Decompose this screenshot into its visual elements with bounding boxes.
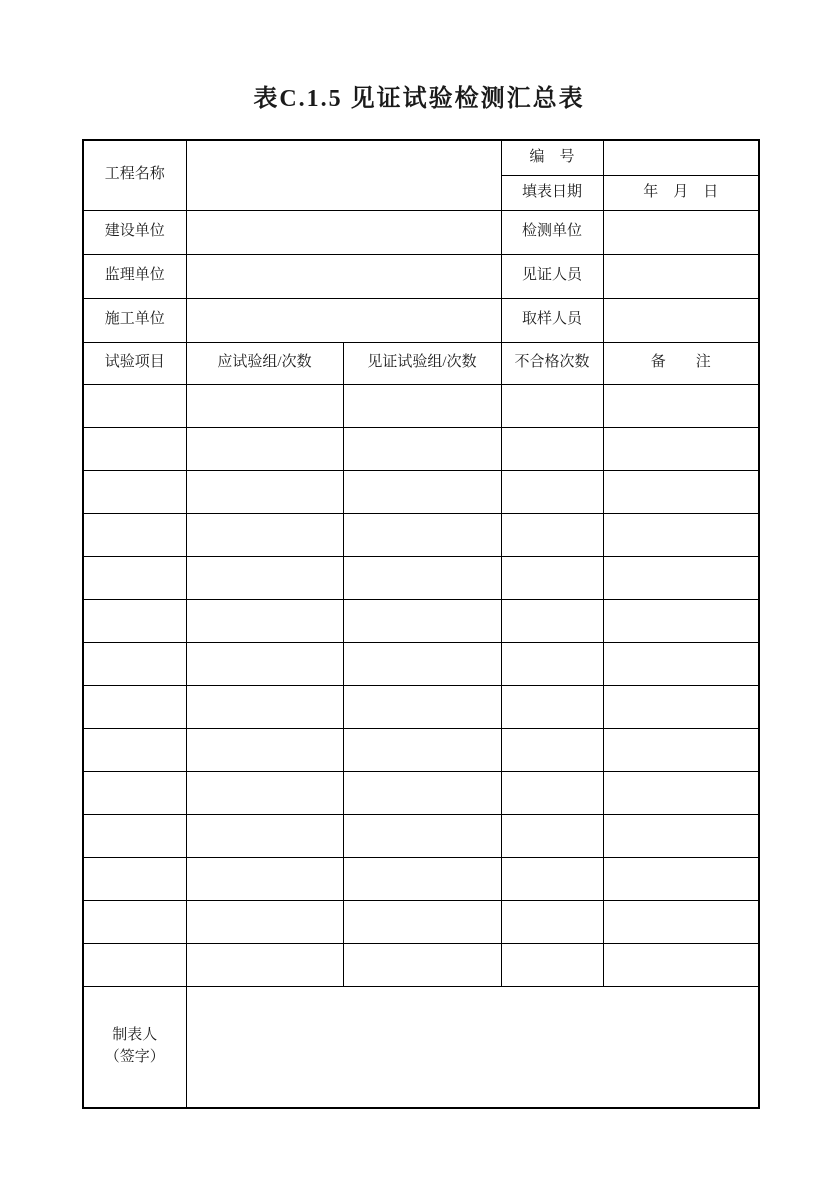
- table-row: [83, 470, 759, 513]
- empty-cell[interactable]: [603, 384, 759, 427]
- empty-cell[interactable]: [83, 556, 186, 599]
- empty-cell[interactable]: [501, 900, 603, 943]
- empty-cell[interactable]: [603, 857, 759, 900]
- header-row-4: [83, 254, 759, 298]
- empty-cell[interactable]: [83, 470, 186, 513]
- empty-cell[interactable]: [83, 685, 186, 728]
- empty-cell[interactable]: [343, 685, 501, 728]
- empty-cell[interactable]: [186, 685, 343, 728]
- empty-cell[interactable]: [83, 900, 186, 943]
- empty-cell[interactable]: [343, 728, 501, 771]
- testing-unit-label-cell: 检测单位: [501, 210, 603, 254]
- empty-cell[interactable]: [83, 728, 186, 771]
- header-row-3: [83, 210, 759, 254]
- empty-cell[interactable]: [343, 943, 501, 986]
- witness-personnel-label-cell: 见证人员: [501, 254, 603, 298]
- empty-cell[interactable]: [83, 642, 186, 685]
- empty-cell[interactable]: [343, 599, 501, 642]
- empty-cell[interactable]: [501, 771, 603, 814]
- construction-unit-value-cell[interactable]: [186, 210, 501, 254]
- table-row: [83, 728, 759, 771]
- empty-cell[interactable]: [343, 900, 501, 943]
- empty-cell[interactable]: [83, 599, 186, 642]
- empty-cell[interactable]: [603, 900, 759, 943]
- empty-cell[interactable]: [603, 470, 759, 513]
- empty-cell[interactable]: [603, 427, 759, 470]
- testing-unit-value-cell[interactable]: [603, 210, 759, 254]
- contractor-unit-label-cell: 施工单位: [83, 298, 186, 342]
- empty-cell[interactable]: [186, 857, 343, 900]
- empty-cell[interactable]: [343, 814, 501, 857]
- empty-cell[interactable]: [343, 427, 501, 470]
- empty-cell[interactable]: [603, 513, 759, 556]
- empty-cell[interactable]: [501, 427, 603, 470]
- table-body: [83, 140, 759, 1108]
- empty-cell[interactable]: [186, 728, 343, 771]
- empty-cell[interactable]: [501, 470, 603, 513]
- sampling-personnel-label-cell: 取样人员: [501, 298, 603, 342]
- number-label-cell: 编 号: [501, 140, 603, 175]
- number-value-cell[interactable]: [603, 140, 759, 175]
- empty-cell[interactable]: [83, 427, 186, 470]
- empty-cell[interactable]: [603, 642, 759, 685]
- fill-date-label-cell: 填表日期: [501, 175, 603, 210]
- table-row: [83, 513, 759, 556]
- preparer-row: [83, 986, 759, 1108]
- project-name-value-cell[interactable]: [186, 140, 501, 210]
- column-header-failed-count: 不合格次数: [501, 342, 603, 384]
- page-title: 表C.1.5 见证试验检测汇总表: [253, 86, 585, 112]
- fill-date-value-cell[interactable]: 年 月 日: [603, 175, 759, 210]
- construction-unit-label-cell: 建设单位: [83, 210, 186, 254]
- table-row: [83, 384, 759, 427]
- table-row: [83, 427, 759, 470]
- empty-cell[interactable]: [603, 771, 759, 814]
- empty-cell[interactable]: [501, 728, 603, 771]
- table-row: [83, 685, 759, 728]
- project-name-label-cell: 工程名称: [83, 140, 186, 210]
- witness-personnel-value-cell[interactable]: [603, 254, 759, 298]
- empty-cell[interactable]: [603, 943, 759, 986]
- header-row-1: [83, 140, 759, 175]
- empty-cell[interactable]: [186, 599, 343, 642]
- column-header-remarks: 备 注: [603, 342, 759, 384]
- empty-cell[interactable]: [186, 642, 343, 685]
- empty-cell[interactable]: [186, 384, 343, 427]
- empty-cell[interactable]: [343, 857, 501, 900]
- empty-cell[interactable]: [501, 943, 603, 986]
- empty-cell[interactable]: [186, 427, 343, 470]
- empty-cell[interactable]: [603, 685, 759, 728]
- empty-cell[interactable]: [343, 556, 501, 599]
- empty-cell[interactable]: [603, 728, 759, 771]
- table-row: [83, 900, 759, 943]
- empty-cell[interactable]: [501, 685, 603, 728]
- witness-test-summary-table: [82, 139, 760, 1109]
- empty-cell[interactable]: [186, 513, 343, 556]
- table-row: [83, 556, 759, 599]
- table-row: [83, 943, 759, 986]
- empty-cell[interactable]: [603, 556, 759, 599]
- empty-cell[interactable]: [501, 384, 603, 427]
- empty-cell[interactable]: [83, 857, 186, 900]
- empty-cell[interactable]: [501, 513, 603, 556]
- empty-cell[interactable]: [501, 642, 603, 685]
- empty-cell[interactable]: [501, 857, 603, 900]
- empty-cell[interactable]: [186, 556, 343, 599]
- empty-cell[interactable]: [186, 470, 343, 513]
- empty-cell[interactable]: [83, 814, 186, 857]
- empty-cell[interactable]: [186, 771, 343, 814]
- preparer-label-cell: [83, 986, 186, 1108]
- sampling-personnel-value-cell[interactable]: [603, 298, 759, 342]
- empty-cell[interactable]: [343, 470, 501, 513]
- empty-cell[interactable]: [603, 599, 759, 642]
- empty-cell[interactable]: [83, 513, 186, 556]
- supervision-unit-value-cell[interactable]: [186, 254, 501, 298]
- table-row: [83, 771, 759, 814]
- supervision-unit-label-cell: 监理单位: [83, 254, 186, 298]
- column-header-required-groups: 应试验组/次数: [186, 342, 343, 384]
- table-row: [83, 642, 759, 685]
- preparer-label-line1: 制表人: [112, 1027, 158, 1043]
- empty-cell[interactable]: [186, 814, 343, 857]
- empty-cell[interactable]: [501, 556, 603, 599]
- empty-cell[interactable]: [83, 943, 186, 986]
- empty-cell[interactable]: [343, 513, 501, 556]
- empty-cell[interactable]: [186, 943, 343, 986]
- preparer-label-line2: （签字）: [104, 1048, 165, 1065]
- table-row: [83, 857, 759, 900]
- contractor-unit-value-cell[interactable]: [186, 298, 501, 342]
- empty-cell[interactable]: [343, 642, 501, 685]
- empty-cell[interactable]: [501, 599, 603, 642]
- table-row: [83, 599, 759, 642]
- header-row-5: [83, 298, 759, 342]
- preparer-signature-cell[interactable]: [186, 986, 759, 1108]
- table-row: [83, 814, 759, 857]
- empty-cell[interactable]: [83, 771, 186, 814]
- empty-cell[interactable]: [343, 384, 501, 427]
- empty-cell[interactable]: [186, 900, 343, 943]
- empty-cell[interactable]: [603, 814, 759, 857]
- empty-cell[interactable]: [501, 814, 603, 857]
- column-header-witnessed-groups: 见证试验组/次数: [343, 342, 501, 384]
- empty-cell[interactable]: [83, 384, 186, 427]
- column-header-test-item: 试验项目: [83, 342, 186, 384]
- column-header-row: [83, 342, 759, 384]
- empty-cell[interactable]: [343, 771, 501, 814]
